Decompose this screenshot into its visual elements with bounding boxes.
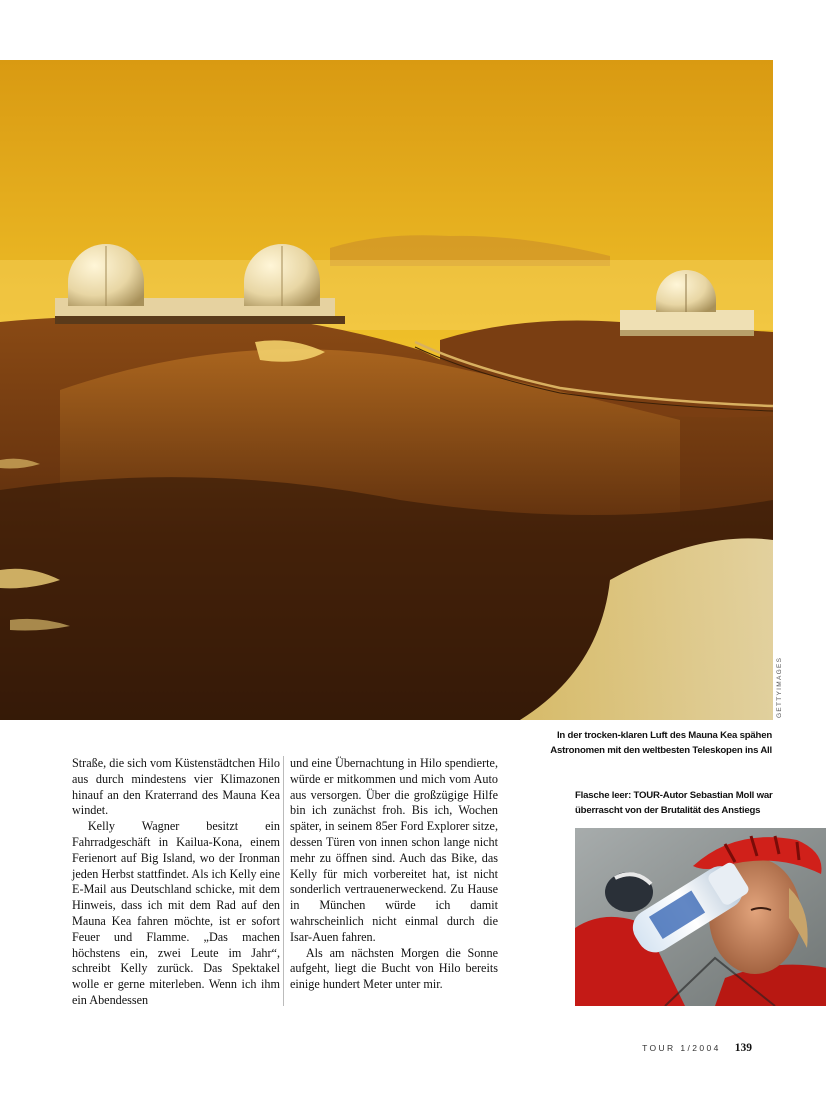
cyclist-photo bbox=[575, 828, 826, 1006]
column-divider bbox=[283, 756, 284, 1006]
inset-caption bbox=[575, 788, 805, 818]
photo-caption-line: Astronomen mit den weltbesten Teleskopen ins All bbox=[550, 745, 772, 756]
photo-credit: GETTYIMAGES bbox=[776, 656, 783, 718]
inset-caption-line: überrascht von der Brutalität des Anstiegs bbox=[575, 805, 761, 816]
article-paragraph: und eine Übernachtung in Hilo spendierte, würde er mitkommen und mich vom Auto aus versorgen. Über die großzügige Hilfe bin ich zunächst froh. Bis ich, Wochen später, in seinem 85er Ford Explorer sitze, dessen Türen von innen schon lange nicht mehr zu öffnen sind. Auch das Bike, das Kelly für mich vorbereitet hat, ist nicht sonderlich vertrauenerweckend. Zu Hause in München würde ich damit wahrscheinlich nicht einmal durch die Isar-Auen fahren. bbox=[290, 756, 498, 944]
inset-caption-line: Flasche leer: TOUR-Autor Sebastian Moll war bbox=[575, 790, 773, 801]
page-footer bbox=[642, 1042, 752, 1054]
photo-caption-line: In der trocken-klaren Luft des Mauna Kea spähen bbox=[556, 730, 772, 741]
article-paragraph: Straße, die sich vom Küstenstädtchen Hilo aus durch mindestens vier Klimazonen hinauf an den Kraterrand des Mauna Kea windet. bbox=[72, 756, 280, 818]
article-column-1 bbox=[72, 756, 280, 1009]
page-number: 139 bbox=[734, 1042, 752, 1054]
article-paragraph: Als am nächsten Morgen die Sonne aufgeht, liegt die Bucht von Hilo bereits einige hundert Meter unter mir. bbox=[290, 945, 498, 992]
article-paragraph: Kelly Wagner besitzt ein Fahrradgeschäft in Kailua-Kona, einem Ferienort auf Big Island, wo der Ironman jeden Herbst stattfindet. Als ich Kelly eine E-Mail aus Deutschland schicke, mit dem Hinweis, dass ich mit dem Rad auf den Mauna Kea fahren möchte, ist er sofort Feuer und Flamme. „Das machen höchstens ein, zwei Leute im Jahr“, schreibt Kelly zurück. Das Spektakel wolle er gerne miterleben. Wenn ich ihm ein Abendessen bbox=[72, 819, 280, 1007]
magazine-issue: TOUR 1/2004 bbox=[642, 1043, 721, 1053]
photo-caption bbox=[472, 728, 772, 758]
mauna-kea-photo bbox=[0, 60, 773, 720]
article-column-2 bbox=[290, 756, 498, 993]
